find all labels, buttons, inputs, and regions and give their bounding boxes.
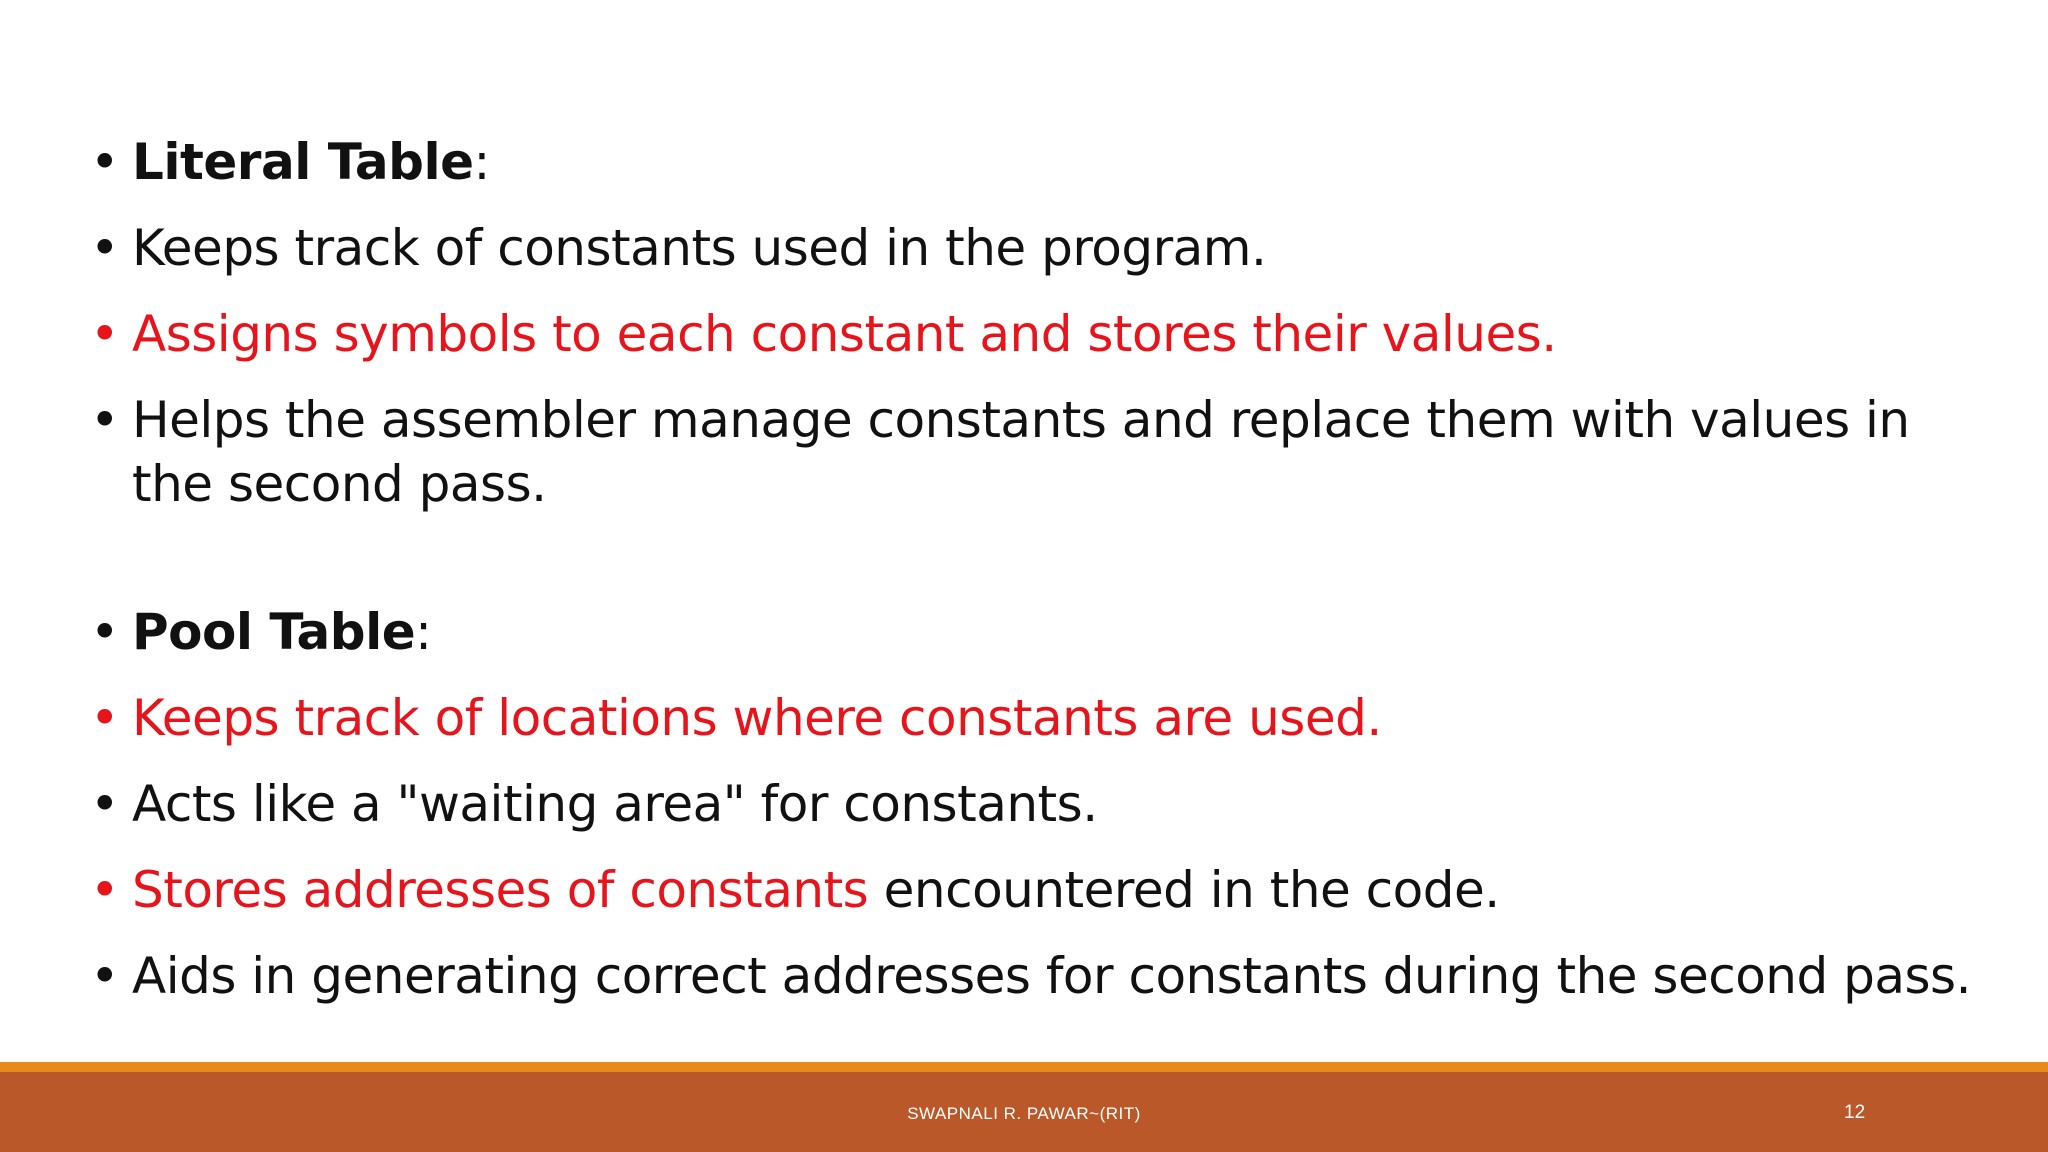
pool-bullet-4 [90,944,1990,1008]
bullet-icon: • [90,861,119,919]
pool-bullet-3 [90,858,1990,922]
literal-bullet-1 [90,216,1990,280]
pool-bullet-2 [90,772,1990,836]
bullet-text: Aids in generating correct addresses for constants during the second pass. [132,947,1972,1005]
footer-author: SWAPNALI R. PAWAR~(RIT) [907,1104,1141,1123]
bullet-text: Assigns symbols to each constant and stores their values. [132,305,1557,363]
pool-table-heading [90,600,1990,664]
bullet-icon: • [90,689,119,747]
bullet-icon: • [90,391,119,449]
footer-stripe [0,1062,2048,1072]
literal-table-heading [90,130,1990,194]
slide-content [90,130,1990,1030]
bullet-text: Keeps track of constants used in the program. [132,219,1267,277]
bullet-icon: • [90,219,119,277]
bullet-icon: • [90,603,119,661]
bullet-icon: • [90,775,119,833]
heading-colon: : [415,603,432,661]
literal-bullet-2 [90,302,1990,366]
bullet-text-highlight: Stores addresses of constants [132,861,869,919]
page-number: 12 [1844,1102,1866,1123]
bullet-text: encountered in the code. [868,861,1500,919]
pool-bullet-1 [90,686,1990,750]
bullet-text: Helps the assembler manage constants and replace them with values in the second pass. [132,391,1910,513]
bullet-icon: • [90,947,119,1005]
bullet-icon: • [90,133,119,191]
section-spacer [90,538,1990,600]
pool-table-title: Pool Table [132,603,416,661]
bullet-text: Acts like a "waiting area" for constants. [132,775,1098,833]
literal-bullet-3 [90,388,1990,516]
bullet-icon: • [90,305,119,363]
footer-bar [0,1072,2048,1152]
literal-table-title: Literal Table [132,133,474,191]
heading-colon: : [473,133,490,191]
bullet-text: Keeps track of locations where constants are used. [132,689,1382,747]
